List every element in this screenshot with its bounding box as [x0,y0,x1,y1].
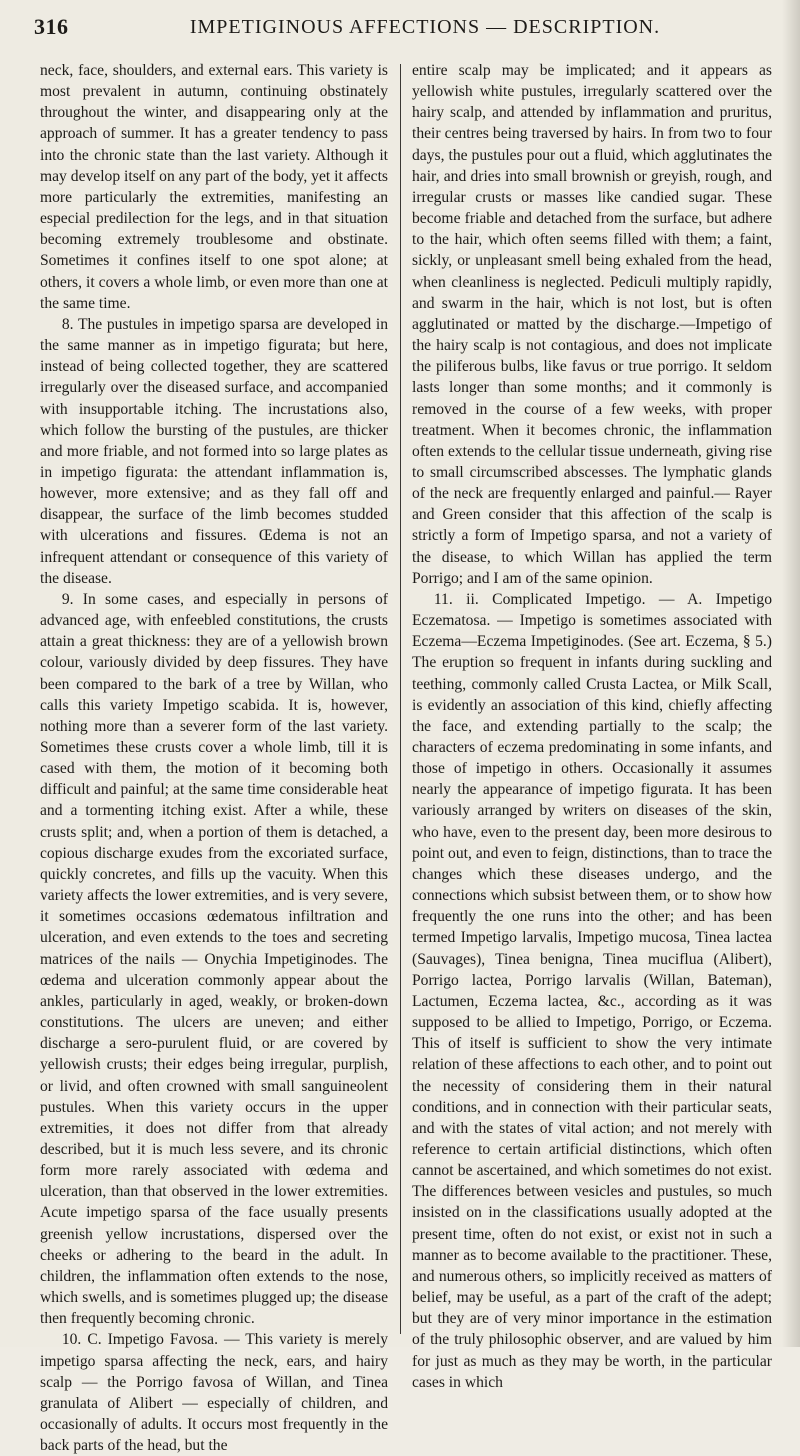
paragraph: 10. C. Impetigo Favosa. — This variety is merely impetigo sparsa affecting the neck, ears, and hairy scalp — the Porrigo favosa of Willan, and Tinea granulata of Alibert — especially of children, and occasionally of adults. It occurs most frequently in the back parts of the head, but the [40,1331,388,1455]
paragraph: 9. In some cases, and especially in persons of advanced age, with enfeebled constitutions, the crusts attain a great thickness: they are of a yellowish brown colour, variously divided by deep fissures. They have been compared to the bark of a tree by Willan, who calls this variety Impetigo scabida. It is, however, nothing more than a severer form of the last variety. Sometimes these crusts cover a whole limb, till it is cased with them, the motion of it becoming both difficult and painful; at the same time considerable heat and a tormenting itching exist. After a while, these crusts split; and, when a portion of them is detached, a copious discharge exudes from the excoriated surface, quickly concretes, and fills up the vacuity. When this variety affects the lower extremities, and is very severe, it sometimes occasions œdematous infiltration and ulceration, and even extends to the toes and secreting matrices of the nails — Onychia Impetiginodes. The œdema and ulceration commonly appear about the ankles, particularly in aged, weakly, or broken-down constitutions. The ulcers are uneven; and either discharge a sero-purulent fluid, or are covered by yellowish crusts; their edges being irregular, purplish, or livid, and often crowned with small sanguineolent pustules. When this variety occurs in the upper extremities, it does not differ from that already described, but it is much less severe, and its chronic form more rarely associated with œdema and ulceration, than that observed in the lower extremities. Acute impetigo sparsa of the face usually presents greenish yellow incrustations, dispersed over the cheeks or adhering to the beard in the adult. In children, the inflammation often extends to the nose, which swells, and is sometimes plugged up; the disease then frequently becoming chronic. [40,590,388,1328]
paragraph: 8. The pustules in impetigo sparsa are developed in the same manner as in impetigo figurata; but here, instead of being collected together, they are scattered irregularly over the diseased surface, and accompanied with insupportable itching. The incrustations also, which follow the bursting of the pustules, are thicker and more friable, and not formed into so large plates as in impetigo figurata: the attendant inflammation is, however, more extensive; and as they fall off and disappear, the surface of the limb becomes studded with ulcerations and fissures. Œdema is not an infrequent attendant or consequence of this variety of the disease. [40,315,388,587]
running-title: IMPETIGINOUS AFFECTIONS — DESCRIPTION. [189,16,661,38]
page-edge-shadow [782,0,800,1347]
running-head [34,14,776,44]
page-number: 316 [34,14,69,39]
right-column [412,60,772,1393]
paragraph: entire scalp may be implicated; and it appears as yellowish white pustules, irregularly scattered over the hairy scalp, and attended by inflammation and pruritus, their centres being traversed by hairs. In from two to four days, the pustules pour out a fluid, which agglutinates the hair, and dries into small brownish or greyish, rough, and irregular crusts or masses like candied sugar. These become friable and detached from the surface, but adhere to the hair, which often seems filled with them; a faint, sickly, or unpleasant smell being exhaled from the head, when cleanliness is neglected. Pediculi multiply rapidly, and swarm in the hair, which is not lost, but is often agglutinated or matted by the discharge.—Impetigo of the hairy scalp is not contagious, and does not implicate the piliferous bulbs, like favus or true porrigo. It seldom lasts longer than some months; and it commonly is removed in the course of a few weeks, with proper treatment. When it becomes chronic, the inflammation often extends to the cellular tissue underneath, giving rise to small circumscribed abscesses. The lymphatic glands of the neck are frequently enlarged and painful.— Rayer and Green consider that this affection of the scalp is strictly a form of Impetigo sparsa, and not a variety of the disease, to which Willan has applied the term Porrigo; and I am of the same opinion. [412,62,772,587]
left-column [40,60,388,1456]
paragraph: neck, face, shoulders, and external ears. This variety is most prevalent in autumn, continuing obstinately throughout the winter, and disappearing only at the approach of summer. It has a greater tendency to pass into the chronic state than the last variety. Although it may develop itself on any part of the body, yet it affects more particularly the extremities, manifesting an especial predilection for the legs, and in that situation becoming extremely troublesome and obstinate. Sometimes it confines itself to one spot alone; at others, it covers a whole limb, or even more than one at the same time. [40,62,388,312]
column-divider [400,64,401,1334]
paragraph: 11. ii. Complicated Impetigo. — A. Impetigo Eczematosa. — Impetigo is sometimes associated with Eczema—Eczema Impetiginodes. (See art. Eczema, § 5.) The eruption so frequent in infants during suckling and teething, commonly called Crusta Lactea, or Milk Scall, is evidently an association of this kind, chiefly affecting the face, and extending partially to the scalp; the characters of eczema predominating in some infants, and those of impetigo in others. Occasionally it assumes nearly the appearance of impetigo figurata. It has been variously arranged by writers on diseases of the skin, who have, even to the present day, been more desirous to point out, and even to feign, distinctions, than to trace the changes which these diseases undergo, and the connections which subsist between them, or to show how frequently the one runs into the other; and has been termed Impetigo larvalis, Impetigo mucosa, Tinea lactea (Sauvages), Tinea benigna, Tinea muciflua (Alibert), Porrigo lactea, Porrigo larvalis (Willan, Bateman), Lactumen, Eczema lactea, &c., according as it was supposed to be allied to Impetigo, Porrigo, or Eczema. This of itself is sufficient to show the very intimate relation of these affections to each other, and to point out the necessity of considering them in their natural conditions, and in connection with their particular seats, and with the states of vital action; and not merely with reference to certain artificial distinctions, which often cannot be ascertained, and which sometimes do not exist. The differences between vesicles and pustules, so much insisted on in the classifications usually adopted at the present time, often do not exist, or exist not in such a manner as to become available to the practitioner. These, and numerous others, so implicitly received as matters of belief, may be useful, as a part of the craft of the adept; but they are of very minor importance in the estimation of the truly philosophic observer, and are valued by him for just as much as they may be worth, in the particular cases in which [412,590,772,1391]
